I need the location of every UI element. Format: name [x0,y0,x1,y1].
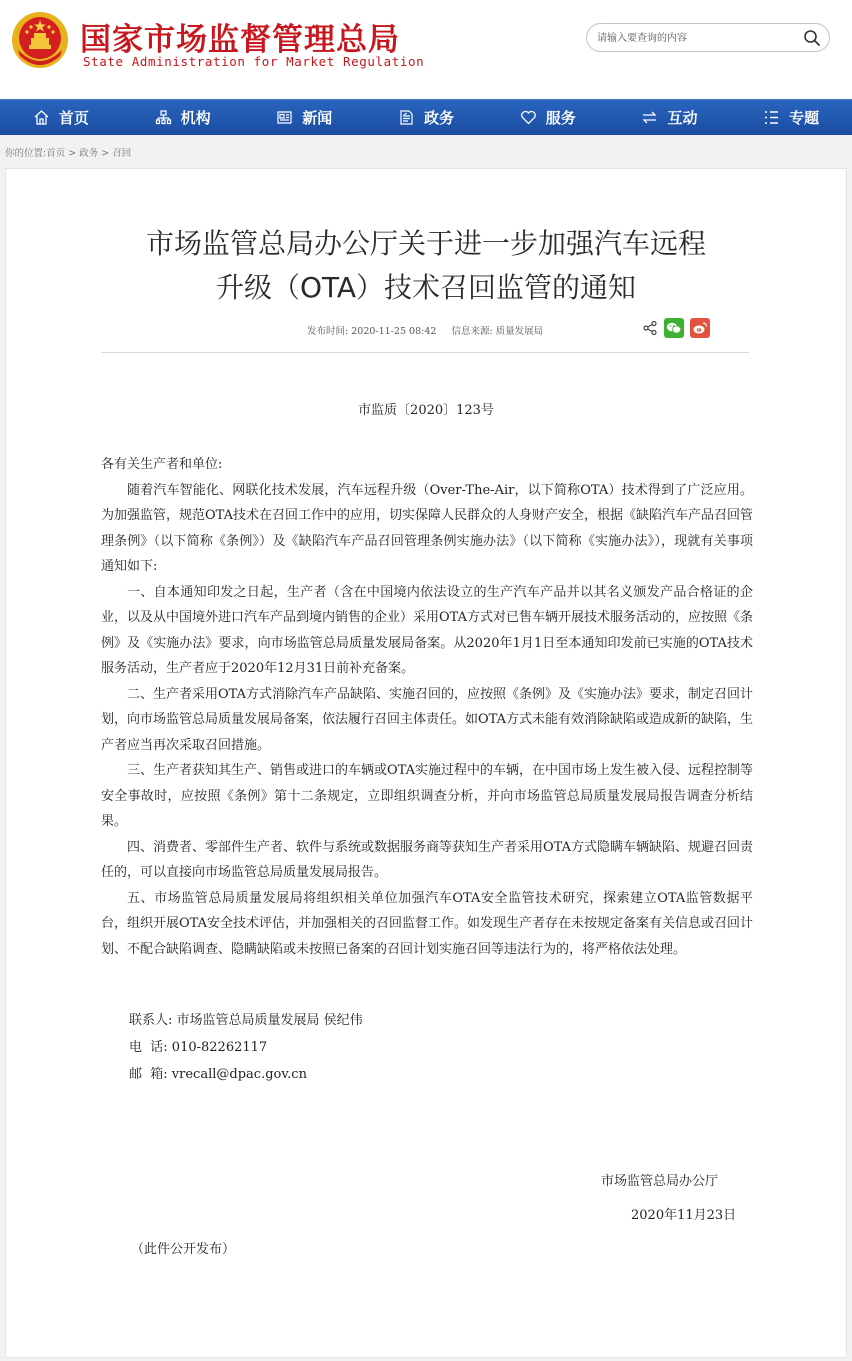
breadcrumb-sep: > [98,148,113,159]
contact-phone: 010-82262117 [171,1040,268,1055]
contact-person: 市场监管总局质量发展局 侯纪伟 [176,1013,363,1028]
nav-item-home[interactable] [0,100,122,135]
list-icon [763,109,780,126]
breadcrumb-prefix: 你的位置: [5,148,47,159]
publish-label: 发布时间: [307,326,349,337]
nav-item-label: 服务 [545,109,576,127]
article-title [0,222,852,310]
nav-item-topics[interactable] [730,100,852,135]
breadcrumb-home[interactable]: 首页 [46,148,66,159]
site-title-cn[interactable]: 国家市场监督管理总局 [80,22,400,58]
nav-item-news[interactable] [243,100,365,135]
contact-person-row [129,1007,363,1034]
nav-item-label: 政务 [424,109,455,127]
nav-item-affairs[interactable] [365,100,487,135]
publication-note: （此件公开发布） [131,1242,236,1257]
contact-email[interactable]: vrecall@dpac.gov.cn [171,1067,307,1082]
paragraph: 随着汽车智能化、网联化技术发展，汽车远程升级（Over-The-Air，以下简称OTA）技术得到了广泛应用。为加强监管，规范OTA技术在召回工作中的应用，切实保障人民群众的人身财产安全，根据《缺陷汽车产品召回管理条例》（以下简称《条例》）及《缺陷汽车产品召回管理条例实施办法》（以下简称《实施办法》），现就有关事项通知如下: [101,482,754,574]
search-box [586,23,830,52]
document-icon [398,109,415,126]
site-header [0,0,852,98]
paragraph: 三、生产者获知其生产、销售或进口的车辆或OTA实施过程中的车辆，在中国市场上发生被入侵、远程控制等安全事故时，应按照《条例》第十二条规定，立即组织调查分析，并向市场监管总局质量发展局报告调查分析结果。 [101,763,754,829]
org-chart-icon [155,109,172,126]
source-label: 信息来源: [451,326,493,337]
share-bar [642,318,710,338]
contact-phone-label: 电 话: [129,1040,168,1055]
breadcrumb-current[interactable]: 召回 [112,148,132,159]
paragraph: 五、市场监管总局质量发展局将组织相关单位加强汽车OTA安全监管技术研究，探索建立OTA监管数据平台，组织开展OTA安全技术评估，并加强相关的召回监督工作。如发现生产者存在未按规定备案有关信息或召回计划、不配合缺陷调查、隐瞒缺陷或未按照已备案的召回计划实施召回等违法行为的，将严格依法处理。 [101,890,754,957]
document-number: 市监质〔2020〕123号 [358,403,494,418]
nav-item-org[interactable] [122,100,244,135]
paragraph: 二、生产者采用OTA方式消除汽车产品缺陷、实施召回的，应按照《条例》及《实施办法》要求，制定召回计划，向市场监管总局质量发展局备案，依法履行召回主体责任。如OTA方式未能有效消除缺陷或造成新的缺陷，生产者应当再次采取召回措施。 [101,686,754,753]
title-line-1: 市场监管总局办公厅关于进一步加强汽车远程 [145,227,706,260]
salutation: 各有关生产者和单位: [101,457,223,472]
source-value: 质量发展局 [495,326,544,337]
national-emblem-icon[interactable] [10,10,70,72]
paragraph: 四、消费者、零部件生产者、软件与系统或数据服务商等获知生产者采用OTA方式隐瞒车辆缺陷、规避召回责任的，可以直接向市场监管总局质量发展局报告。 [101,839,754,880]
title-divider [101,352,749,353]
title-line-2: 升级（OTA）技术召回监管的通知 [215,271,637,304]
breadcrumb-sep: > [65,148,80,159]
contact-email-row [129,1061,363,1088]
search-input[interactable] [597,28,797,48]
paragraph: 一、自本通知印发之日起，生产者（含在中国境内依法设立的生产汽车产品并以其名义颁发产品合格证的企业，以及从中国境外进口汽车产品到境内销售的企业）采用OTA方式对已售车辆开展技术服务活动的，应按照《条例》及《实施办法》要求，向市场监管总局质量发展局备案。从2020年1月1日至本通知印发前已实施的OTA技术服务活动，生产者应于2020年12月31日前补充备案。 [101,584,754,676]
contact-phone-row [129,1034,363,1061]
article-meta [307,323,543,337]
article-body [101,452,753,962]
main-nav [0,99,852,135]
site-title-en: State Administration for Market Regulation [83,54,425,69]
nav-item-label: 专题 [789,109,820,127]
nav-item-label: 新闻 [302,109,333,127]
nav-item-label: 互动 [667,109,698,127]
home-icon [33,109,50,126]
nav-item-label: 首页 [58,109,89,127]
nav-item-service[interactable] [487,100,609,135]
sign-date: 2020年11月23日 [631,1208,737,1223]
contact-person-label: 联系人: [129,1013,173,1028]
nav-item-interact[interactable] [609,100,731,135]
search-icon[interactable] [803,29,821,47]
heart-icon [520,109,537,126]
share-icon[interactable] [642,320,658,336]
weibo-icon[interactable] [690,318,710,338]
breadcrumb [5,145,131,159]
wechat-icon[interactable] [664,318,684,338]
contact-block [129,1007,363,1088]
breadcrumb-section[interactable]: 政务 [79,148,99,159]
contact-email-label: 邮 箱: [129,1067,168,1082]
swap-arrows-icon [641,109,658,126]
publish-time: 2020-11-25 08:42 [351,326,437,337]
newspaper-icon [276,109,293,126]
nav-item-label: 机构 [180,109,211,127]
signer: 市场监管总局办公厅 [601,1174,719,1189]
